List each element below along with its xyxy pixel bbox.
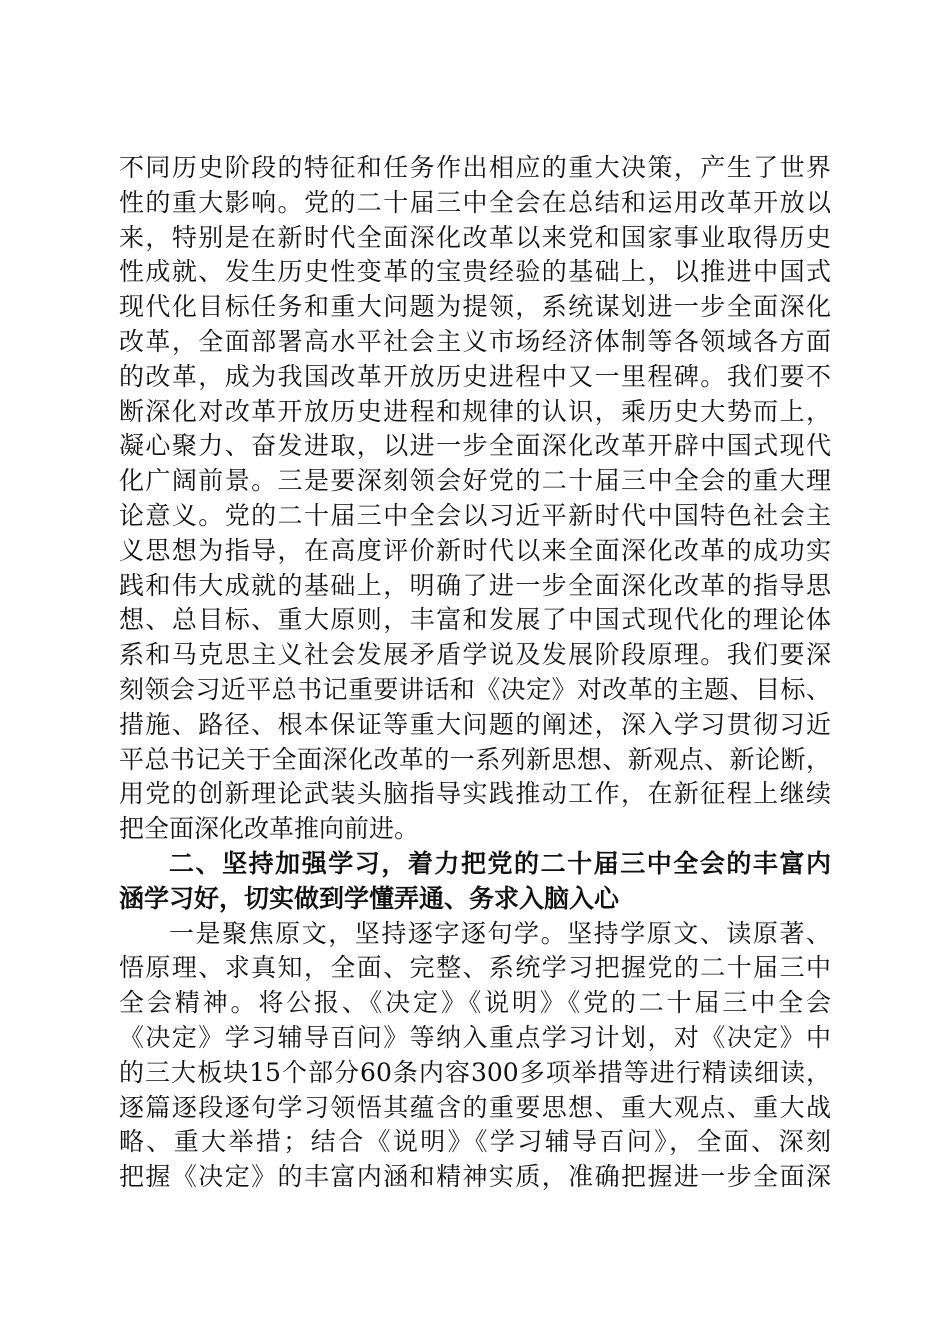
text-line: 改革，全面部署高水平社会主义市场经济体制等各领域各方面 bbox=[119, 326, 831, 356]
text-line: 性的重大影响。党的二十届三中全会在总结和运用改革开放以 bbox=[119, 187, 831, 217]
text-line: 不同历史阶段的特征和任务作出相应的重大决策，产生了世界 bbox=[119, 153, 831, 182]
text-line: 把全面深化改革推向前进。 bbox=[119, 814, 420, 844]
text-line: 悟原理、求真知，全面、完整、系统学习把握党的二十届三中 bbox=[119, 953, 831, 983]
text-line: 措施、路径、根本保证等重大问题的阐述，深入学习贯彻习近 bbox=[119, 709, 831, 739]
text-line: 《决定》学习辅导百问》等纳入重点学习计划，对《决定》中 bbox=[119, 1022, 831, 1052]
text-line: 性成就、发生历史性变革的宝贵经验的基础上，以推进中国式 bbox=[119, 257, 831, 287]
text-line: 义思想为指导，在高度评价新时代以来全面深化改革的成功实 bbox=[119, 535, 831, 565]
text-line: 凝心聚力、奋发进取，以进一步全面深化改革开辟中国式现代 bbox=[119, 431, 831, 461]
text-line: 论意义。党的二十届三中全会以习近平新时代中国特色社会主 bbox=[119, 500, 831, 530]
paragraph-continuation bbox=[119, 151, 831, 847]
text-line: 全会精神。将公报、《决定》《说明》《党的二十届三中全会 bbox=[119, 988, 831, 1018]
text-line: 来，特别是在新时代全面深化改革以来党和国家事业取得历史 bbox=[119, 222, 831, 252]
text-line: 把握《决定》的丰富内涵和精神实质，准确把握进一步全面深 bbox=[119, 1162, 831, 1192]
text-line: 想、总目标、重大原则，丰富和发展了中国式现代化的理论体 bbox=[119, 605, 831, 635]
text-line: 略、重大举措；结合《说明》《学习辅导百问》，全面、深刻 bbox=[119, 1127, 831, 1157]
text-line: 平总书记关于全面深化改革的一系列新思想、新观点、新论断， bbox=[119, 744, 831, 774]
text-line: 化广阔前景。三是要深刻领会好党的二十届三中全会的重大理 bbox=[119, 466, 831, 496]
text-line: 用党的创新理论武装头脑指导实践推动工作，在新征程上继续 bbox=[119, 779, 831, 809]
text-line: 践和伟大成就的基础上，明确了进一步全面深化改革的指导思 bbox=[119, 570, 831, 600]
document-body bbox=[119, 151, 831, 1195]
heading-line: 二、坚持加强学习，着力把党的二十届三中全会的丰富内 bbox=[169, 848, 831, 878]
text-line: 逐篇逐段逐句学习领悟其蕴含的重要思想、重大观点、重大战 bbox=[119, 1092, 831, 1122]
text-line: 系和马克思主义社会发展矛盾学说及发展阶段原理。我们要深 bbox=[119, 640, 831, 670]
heading-line: 涵学习好，切实做到学懂弄通、务求入脑入心 bbox=[119, 883, 620, 913]
text-line: 的三大板块15个部分60条内容300多项举措等进行精读细读， bbox=[119, 1057, 831, 1087]
paragraph-study bbox=[119, 917, 831, 1195]
text-line: 现代化目标任务和重大问题为提领，系统谋划进一步全面深化 bbox=[119, 292, 831, 322]
text-line: 断深化对改革开放历史进程和规律的认识，乘历史大势而上， bbox=[119, 396, 831, 426]
text-line: 一是聚焦原文，坚持逐字逐句学。坚持学原文、读原著、 bbox=[169, 918, 831, 948]
text-line: 的改革，成为我国改革开放历史进程中又一里程碑。我们要不 bbox=[119, 361, 831, 391]
text-line: 刻领会习近平总书记重要讲话和《决定》对改革的主题、目标、 bbox=[119, 674, 831, 704]
section-heading bbox=[119, 847, 831, 917]
